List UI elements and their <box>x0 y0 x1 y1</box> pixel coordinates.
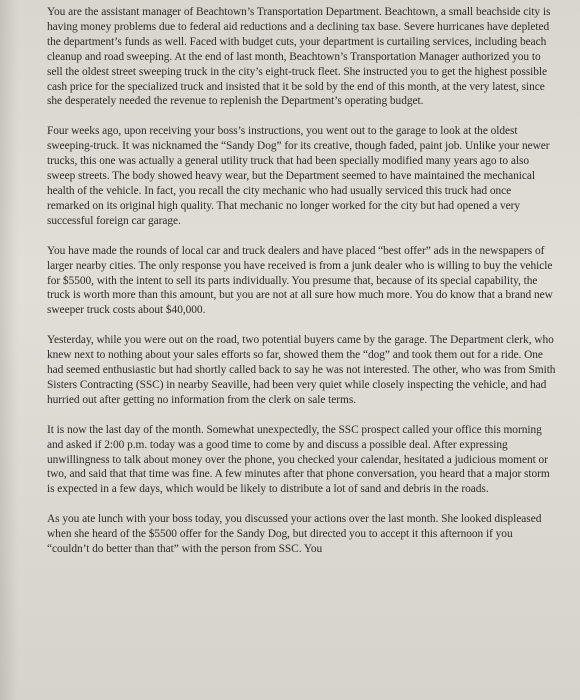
paragraph-1: You are the assistant manager of Beachtown’s Transportation Department. Beachtown, a small beachside city is having money problems due to federal aid reductions and a declining tax base. Severe hurricanes have depleted the department’s funds as well. Faced with budget cuts, your department is curtailing services, including beach cleanup and road sweeping. At the end of last month, Beachtown’s Transportation Manager authorized you to sell the oldest street sweeping truck in the city’s eight-truck fleet. She instructed you to get the highest possible cash price for the specialized truck and insisted that it be sold by the end of this month, at the very latest, since she desperately needed the revenue to replenish the Department’s operating budget. <box>47 6 551 108</box>
paragraph-2: Four weeks ago, upon receiving your boss’s instructions, you went out to the garage to look at the oldest sweeping-truck. It was nicknamed the “Sandy Dog” for its creative, though faded, paint job. Unlike your newer trucks, this one was actually a general utility truck that had been specially modified many years ago to also sweep streets. The body showed heavy wear, but the Department seemed to have maintained the mechanical health of the vehicle. In fact, you recall the city mechanic who had usually serviced this truck had once remarked on its original high quality. That mechanic no longer worked for the city but had opened a very successful foreign car garage. <box>47 125 550 227</box>
paragraph-4: Yesterday, while you were out on the road, two potential buyers came by the garage. The Department clerk, who knew next to nothing about your sales efforts so far, showed them the “dog” and took them out for a ride. One had seemed enthusiastic but had shortly called back to say he was not interested. The other, who was from Smith Sisters Contracting (SSC) in nearby Seaville, had been very quiet while closely inspecting the vehicle, and had hurried out after getting no information from the clerk on sale terms. <box>47 334 556 406</box>
paragraph-6: As you ate lunch with your boss today, you discussed your actions over the last month. She looked displeased when she heard of the $5500 offer for the Sandy Dog, but directed you to accept it this afternoon if you “couldn’t do better than that” with the person from SSC. You <box>47 513 542 556</box>
paragraph-5: It is now the last day of the month. Somewhat unexpectedly, the SSC prospect called your office this morning and asked if 2:00 p.m. today was a good time to come by and discuss a possible deal. After expressing unwillingness to talk about money over the phone, you checked your calendar, hesitated a judicious moment or two, and said that that time was fine. A few minutes after that phone conversation, you heard that a major storm is expected in a few days, which would be likely to distribute a lot of sand and debris in the roads. <box>47 423 550 496</box>
paragraph-3: You have made the rounds of local car and truck dealers and have placed “best offer” ads in the newspapers of larger nearby cities. The only response you have received is from a junk dealer who is willing to buy the vehicle for $5500, with the intent to sell its parts individually. You presume that, because of its special capability, the truck is worth more than this amount, but you are not at all sure how much more. You do know that a brand new sweeper truck costs about $40,000. <box>47 244 553 317</box>
